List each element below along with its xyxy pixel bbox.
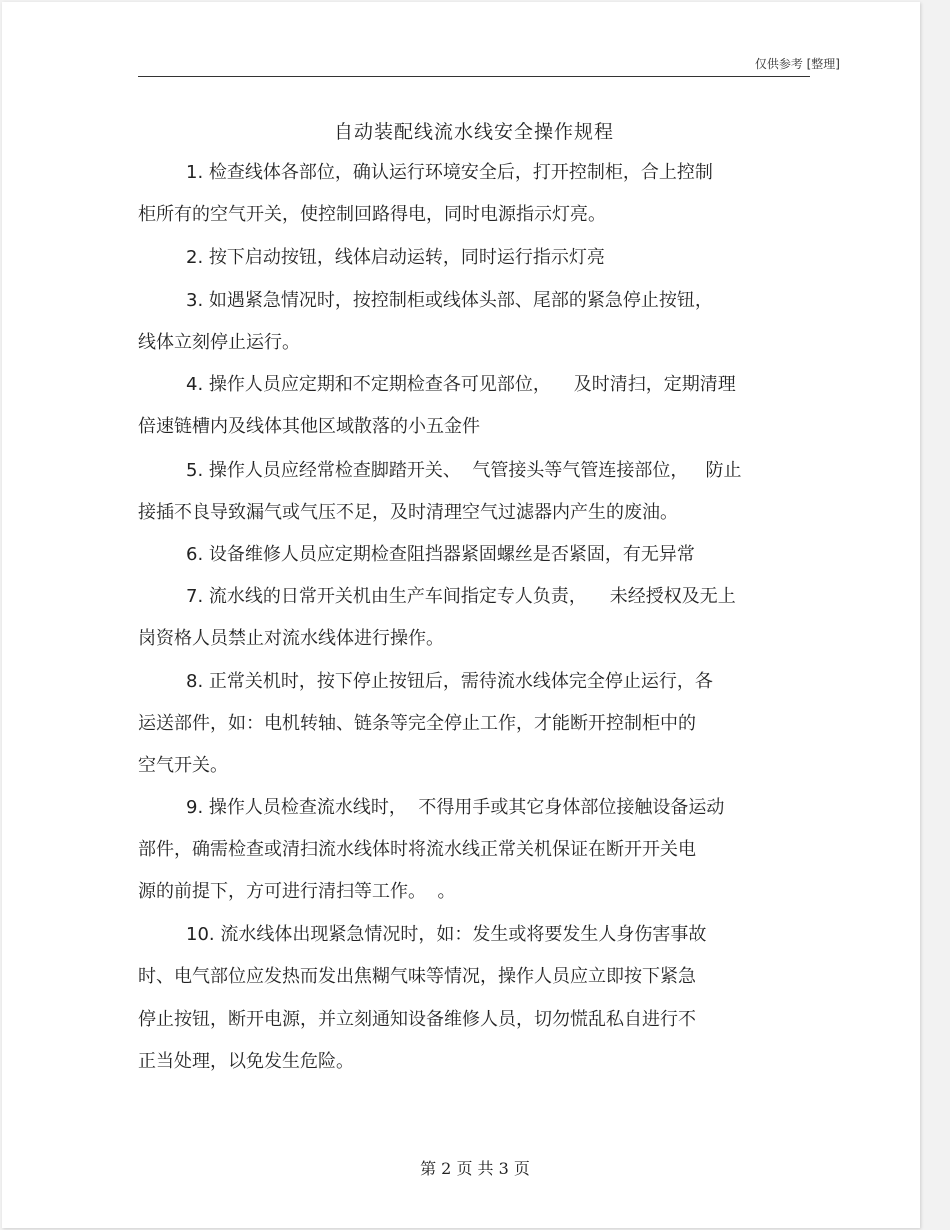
item-10-line-2: 时、电气部位应发热而发出焦糊气味等情况，操作人员应立即按下紧急 bbox=[138, 966, 696, 987]
item-8-line-1: 8. 正常关机时，按下停止按钮后，需待流水线体完全停止运行，各 bbox=[186, 671, 713, 692]
item-4-line-2: 倍速链槽内及线体其他区域散落的小五金件 bbox=[138, 416, 480, 437]
item-7-line-2: 岗资格人员禁止对流水线体进行操作。 bbox=[138, 628, 444, 649]
item-10-line-1: 10. 流水线体出现紧急情况时，如：发生或将要发生人身伤害事故 bbox=[186, 924, 707, 945]
item-9-line-3: 源的前提下，方可进行清扫等工作。 。 bbox=[138, 881, 456, 902]
item-8-line-2: 运送部件，如：电机转轴、链条等完全停止工作，才能断开控制柜中的 bbox=[138, 713, 696, 734]
item-4-line-1: 4. 操作人员应定期和不定期检查各可见部位， 及时清扫，定期清理 bbox=[186, 374, 736, 395]
header-note: 仅供参考 [整理] bbox=[754, 57, 840, 71]
page-number: 第 2 页 共 3 页 bbox=[420, 1159, 530, 1178]
item-3-line-2: 线体立刻停止运行。 bbox=[138, 332, 300, 353]
document-title: 自动装配线流水线安全操作规程 bbox=[333, 121, 614, 143]
item-8-line-3: 空气开关。 bbox=[138, 755, 228, 776]
item-7-line-1: 7. 流水线的日常开关机由生产车间指定专人负责， 未经授权及无上 bbox=[186, 586, 736, 607]
item-5-line-1: 5. 操作人员应经常检查脚踏开关、 气管接头等气管连接部位， 防止 bbox=[186, 460, 742, 481]
document-page bbox=[2, 2, 920, 1228]
item-10-line-4: 正当处理，以免发生危险。 bbox=[138, 1051, 354, 1072]
item-2-line-1: 2. 按下启动按钮，线体启动运转，同时运行指示灯亮 bbox=[186, 247, 605, 268]
item-9-line-2: 部件，确需检查或清扫流水线体时将流水线正常关机保证在断开开关电 bbox=[138, 839, 696, 860]
item-10-line-3: 停止按钮，断开电源，并立刻通知设备维修人员，切勿慌乱私自进行不 bbox=[138, 1009, 696, 1030]
item-9-line-1: 9. 操作人员检查流水线时， 不得用手或其它身体部位接触设备运动 bbox=[186, 797, 725, 818]
header-rule bbox=[138, 76, 810, 77]
item-1-line-1: 1. 检查线体各部位，确认运行环境安全后，打开控制柜，合上控制 bbox=[186, 162, 713, 183]
item-5-line-2: 接插不良导致漏气或气压不足，及时清理空气过滤器内产生的废油。 bbox=[138, 502, 678, 523]
item-1-line-2: 柜所有的空气开关，使控制回路得电，同时电源指示灯亮。 bbox=[138, 204, 606, 225]
item-6-line-1: 6. 设备维修人员应定期检查阻挡器紧固螺丝是否紧固，有无异常 bbox=[186, 544, 695, 565]
item-3-line-1: 3. 如遇紧急情况时，按控制柜或线体头部、尾部的紧急停止按钮， bbox=[186, 290, 713, 311]
